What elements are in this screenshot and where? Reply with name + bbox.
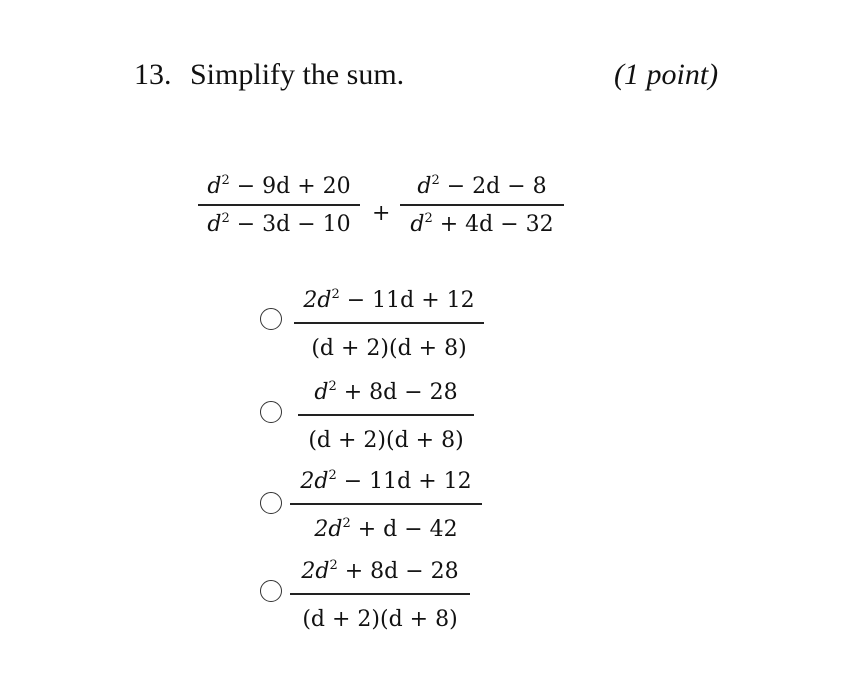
fraction-bar bbox=[198, 204, 360, 206]
question-points: (1 point) bbox=[614, 58, 719, 91]
plus-operator: + bbox=[372, 201, 391, 226]
term2-denominator: $d^2 + 4d - 32$ bbox=[410, 210, 554, 237]
option-c-radio[interactable] bbox=[260, 492, 282, 514]
option-a-radio[interactable] bbox=[260, 308, 282, 330]
question-number: 13. bbox=[134, 58, 172, 91]
fraction-bar bbox=[294, 322, 484, 324]
fraction-bar bbox=[400, 204, 564, 206]
option-b-fraction bbox=[298, 379, 474, 453]
option-d-numerator: $2d^2 + 8d - 28$ bbox=[301, 558, 459, 584]
option-d-radio[interactable] bbox=[260, 580, 282, 602]
term1-numerator: $d^2 - 9d + 20$ bbox=[207, 173, 351, 199]
option-a-denominator: (d + 2)(d + 8) bbox=[311, 335, 467, 361]
term1-denominator: $d^2 - 3d - 10$ bbox=[207, 210, 351, 237]
option-b-numerator: $d^2 + 8d - 28$ bbox=[314, 379, 458, 405]
expression-term1 bbox=[198, 173, 360, 237]
question-prompt: Simplify the sum. bbox=[190, 58, 405, 91]
option-a-fraction bbox=[294, 287, 484, 361]
fraction-bar bbox=[290, 593, 470, 595]
option-b-radio[interactable] bbox=[260, 401, 282, 423]
option-b-denominator: (d + 2)(d + 8) bbox=[308, 427, 464, 453]
option-c-numerator: $2d^2 - 11d + 12$ bbox=[300, 468, 472, 494]
option-d-fraction bbox=[290, 558, 470, 632]
term2-numerator: $d^2 - 2d - 8$ bbox=[417, 173, 547, 199]
option-a-numerator: $2d^2 - 11d + 12$ bbox=[303, 287, 475, 313]
option-c-denominator: $2d^2 + d - 42$ bbox=[314, 515, 458, 542]
fraction-bar bbox=[290, 503, 482, 505]
expression-term2 bbox=[400, 173, 564, 237]
option-d-denominator: (d + 2)(d + 8) bbox=[302, 606, 458, 632]
fraction-bar bbox=[298, 414, 474, 416]
option-c-fraction bbox=[290, 468, 482, 542]
